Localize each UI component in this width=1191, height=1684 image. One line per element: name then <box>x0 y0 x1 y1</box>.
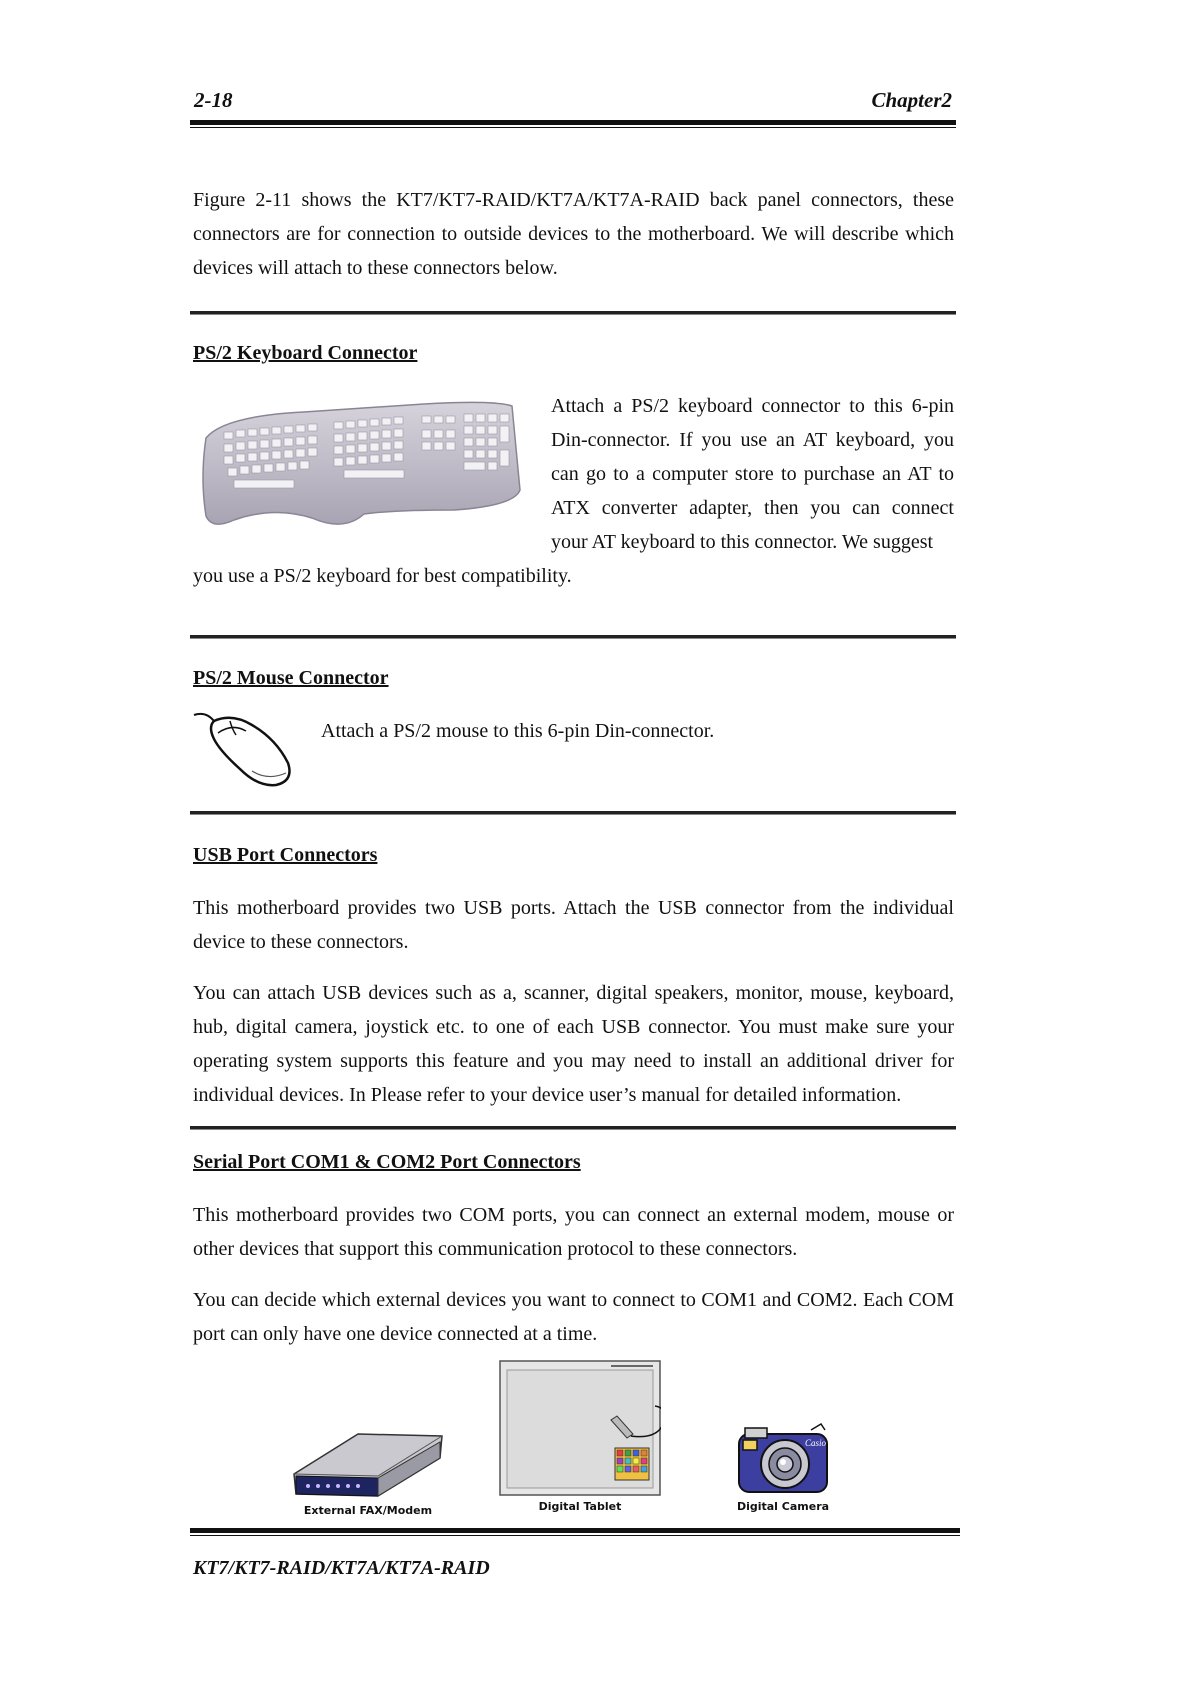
mouse-paragraph: Attach a PS/2 mouse to this 6-pin Din-connector. <box>321 720 715 742</box>
camera-brand-label: Casio <box>805 1438 827 1448</box>
mouse-illustration <box>192 711 298 787</box>
keyboard-illustration <box>194 398 522 538</box>
intro-paragraph: Figure 2-11 shows the KT7/KT7-RAID/KT7A/KT7A-RAID back panel connectors, these connectors are for connection to outside devices to the motherboard. We will describe which devices will attach to these connectors below. <box>193 189 954 279</box>
camera-caption: Digital Camera <box>736 1500 830 1513</box>
page-header <box>190 88 956 116</box>
modem-illustration <box>290 1430 446 1500</box>
tablet-caption: Digital Tablet <box>538 1500 622 1513</box>
serial-paragraph-2: You can decide which external devices you want to connect to COM1 and COM2. Each COM port can only have one device connected at a time. <box>193 1289 954 1345</box>
serial-paragraph-1: This motherboard provides two COM ports, you can connect an external modem, mouse or other devices that support this communication protocol to these connectors. <box>193 1204 954 1260</box>
tablet-illustration <box>499 1360 661 1496</box>
camera-illustration <box>733 1418 833 1498</box>
page-number: 2-18 <box>194 88 233 112</box>
serial-heading: Serial Port COM1 & COM2 Port Connectors <box>193 1151 581 1173</box>
section-separator <box>190 811 956 815</box>
keyboard-paragraph-continued: you use a PS/2 keyboard for best compatibility. <box>193 565 572 587</box>
usb-paragraph-2: You can attach USB devices such as a, scanner, digital speakers, monitor, mouse, keyboard, hub, digital camera, joystick etc. to one of each USB connector. You must make sure your operating system supports this feature and you may need to install an additional driver for individual devices. In Please refer to your device user’s manual for detailed information. <box>193 982 954 1106</box>
footer-rule <box>190 1528 960 1533</box>
keyboard-paragraph: Attach a PS/2 keyboard connector to this 6-pin Din-connector. If you use an AT keyboard, you can go to a computer store to purchase an AT to ATX converter adapter, then you can connect your AT keyboard to this connector. We suggest <box>551 395 954 553</box>
footer-rule-thin <box>190 1535 960 1536</box>
footer-model: KT7/KT7-RAID/KT7A/KT7A-RAID <box>193 1557 490 1579</box>
chapter-label: Chapter2 <box>871 88 952 112</box>
header-rule <box>190 120 956 125</box>
section-separator <box>190 311 956 315</box>
usb-heading: USB Port Connectors <box>193 844 378 866</box>
mouse-heading: PS/2 Mouse Connector <box>193 667 389 689</box>
section-separator <box>190 635 956 639</box>
usb-paragraph-1: This motherboard provides two USB ports. Attach the USB connector from the individual device to these connectors. <box>193 897 954 953</box>
header-rule-thin <box>190 127 956 128</box>
modem-caption: External FAX/Modem <box>303 1504 433 1517</box>
section-separator <box>190 1126 956 1130</box>
keyboard-heading: PS/2 Keyboard Connector <box>193 342 418 364</box>
